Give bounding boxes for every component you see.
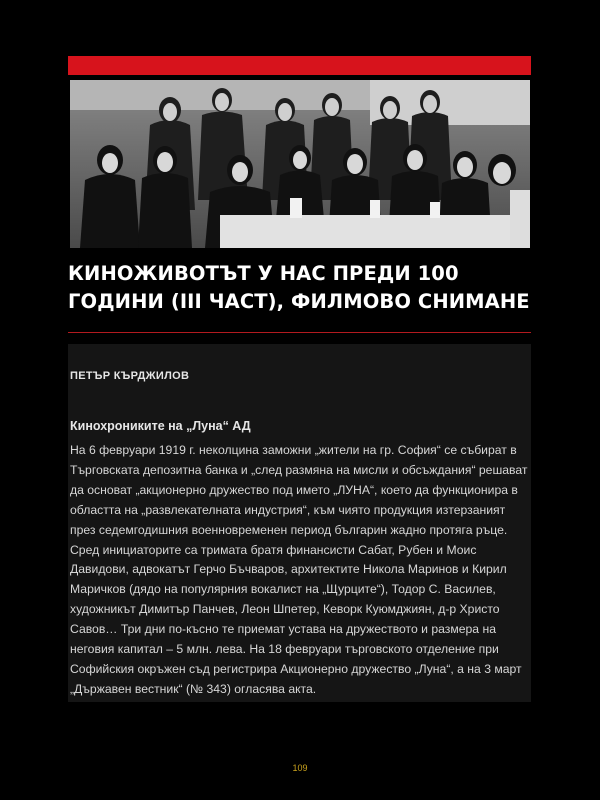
article-title: КИНОЖИВОТЪТ У НАС ПРЕДИ 100 ГОДИНИ (III ЧАСТ), ФИЛМОВО СНИМАНЕ xyxy=(68,262,530,313)
header-accent-bar xyxy=(68,56,531,75)
title-divider xyxy=(68,332,531,333)
historical-group-photo xyxy=(70,80,530,248)
page-number: 109 xyxy=(292,763,308,773)
article-author: ПЕТЪР КЪРДЖИЛОВ xyxy=(70,370,190,382)
article-body: На 6 февруари 1919 г. неколцина заможни „жители на гр. София“ се събират в Търговската депозитна банка и „след размяна на мисли и обсъждания“ решават да основат „акционерно дружество под името „ЛУНА“, което да функционира в областта на „развлекателната индустрия“, към чиято продукция изтерзаният през седемгодишния военновременен период българин жадно протяга ръце. Сред инициаторите са тримата братя финансисти Сабат, Рубен и Моис Давидови, адвокатът Герчо Бъчваров, архитектите Никола Маринов и Кирил Маричков (дядо на популярния вокалист на „Щурците“), Тодор С. Василев, художникът Димитър Панчев, Леон Шпетер, Кеворк Куюмджиян, д-р Христо Савов… Три дни по-късно те приемат устава на дружеството и размера на неговия капитал – 5 млн. лева. На 18 февруари търговското отделение при Софийския окръжен съд регистрира Акционерно дружество „Луна“, а на 3 март „Държавен вестник“ (№ 343) огласява акта. xyxy=(70,443,528,696)
section-subheading: Кинохрониките на „Луна“ АД xyxy=(70,419,251,433)
